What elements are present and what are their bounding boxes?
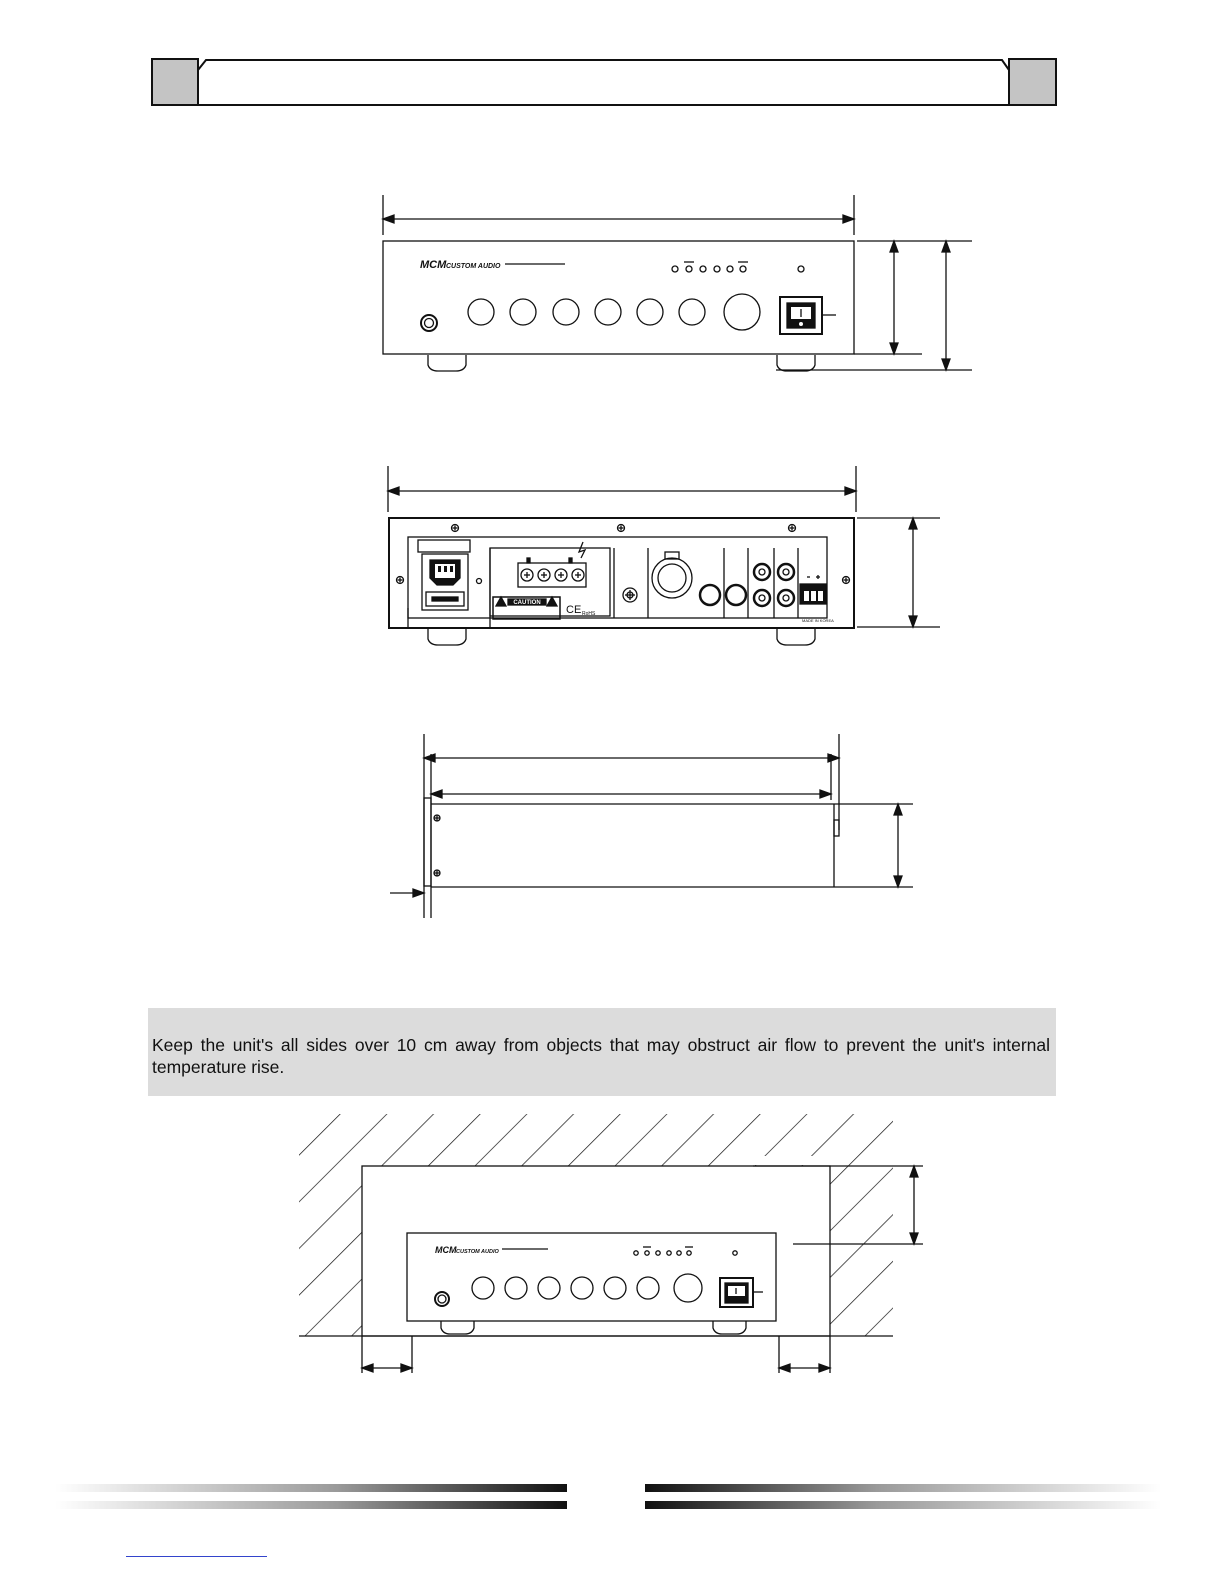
rear-view-diagram	[380, 460, 950, 655]
side-view-diagram	[385, 730, 925, 925]
rear-caution-label: CAUTION	[513, 600, 541, 606]
clearance-brand-logo: MCM	[435, 1245, 457, 1255]
clearance-diagram	[295, 1112, 935, 1377]
front-view-diagram	[370, 185, 980, 380]
front-brand-name: CUSTOM AUDIO	[446, 263, 501, 270]
front-brand-logo: MCM	[420, 259, 447, 271]
footer-link-underline[interactable]	[126, 1556, 267, 1557]
footer-bar-left	[55, 1482, 567, 1512]
footer-bar-right	[645, 1482, 1161, 1512]
section-header-bar	[151, 58, 1057, 106]
rear-rohs-mark: RoHS	[582, 611, 596, 617]
rear-made-in-label: MADE IN KOREA	[802, 618, 834, 623]
rear-ce-mark: CE	[566, 604, 582, 616]
ventilation-notice	[148, 1008, 1056, 1096]
clearance-brand-name: CUSTOM AUDIO	[456, 1249, 499, 1255]
notice-text: Keep the unit's all sides over 10 cm away from objects that may obstruct air flow to prevent the unit's internal temperature rise.	[152, 1035, 1050, 1077]
